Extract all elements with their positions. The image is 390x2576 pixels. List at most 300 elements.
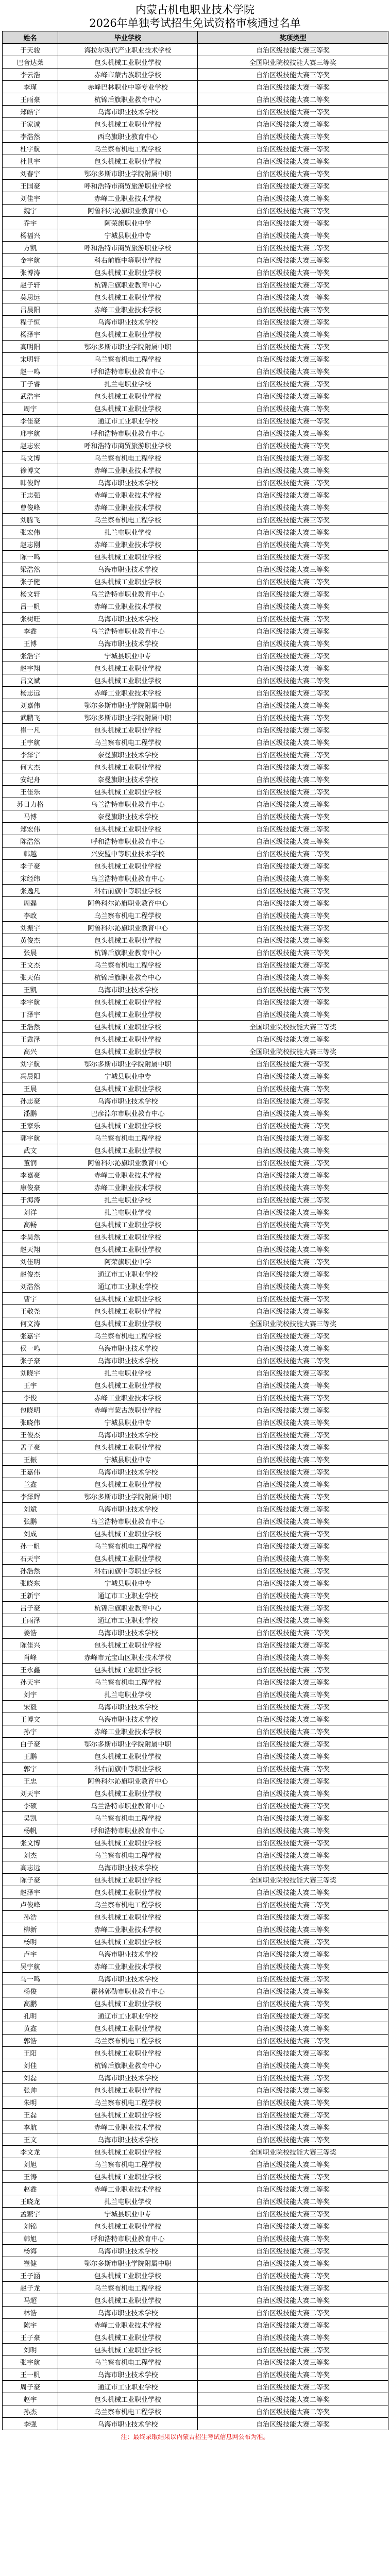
cell-school: 阿鲁科尔沁旗职业教育中心 <box>58 205 198 217</box>
cell-school: 乌兰察布机电工程学校 <box>58 1132 198 1144</box>
cell-award: 自治区级技能大赛二等奖 <box>198 1750 388 1762</box>
cell-school: 杭锦后旗职业教育中心 <box>58 946 198 959</box>
cell-award: 自治区级技能大赛二等奖 <box>198 2183 388 2195</box>
cell-award: 自治区级技能大赛二等奖 <box>198 2257 388 2269</box>
cell-name: 王博文 <box>3 1713 58 1725</box>
cell-name: 杨明 <box>3 1936 58 1948</box>
cell-award: 自治区级技能大赛三等奖 <box>198 1181 388 1194</box>
cell-award: 自治区级技能大赛三等奖 <box>198 390 388 402</box>
cell-award: 自治区级技能大赛二等奖 <box>198 526 388 538</box>
cell-school: 呼和浩特市商贸旅游职业学校 <box>58 439 198 452</box>
cell-award: 自治区级技能大赛二等奖 <box>198 1256 388 1268</box>
cell-name: 朱明 <box>3 2096 58 2109</box>
cell-school: 乌海市职业技术学校 <box>58 637 198 650</box>
cell-award: 自治区级技能大赛二等奖 <box>198 1082 388 1095</box>
cell-school: 包头机械工业职业学校 <box>58 291 198 303</box>
cell-award: 自治区级技能大赛二等奖 <box>198 724 388 736</box>
cell-award: 自治区级技能大赛二等奖 <box>198 699 388 711</box>
table-row <box>3 402 388 415</box>
cell-school: 赤峰工业职业技术学校 <box>58 1923 198 1936</box>
cell-award: 自治区级技能大赛二等奖 <box>198 316 388 328</box>
table-row <box>3 93 388 106</box>
cell-name: 赵子龙 <box>3 2282 58 2294</box>
cell-school: 通辽市工业职业学校 <box>58 2010 198 2022</box>
cell-name: 张宏伟 <box>3 526 58 538</box>
cell-name: 韩俊辉 <box>3 477 58 489</box>
cell-award: 自治区级技能大赛一等奖 <box>198 167 388 180</box>
table-row <box>3 2381 388 2393</box>
cell-name: 孔明 <box>3 2010 58 2022</box>
title-block <box>2 0 388 31</box>
cell-name: 刘明 <box>3 2344 58 2356</box>
cell-name: 刘腾飞 <box>3 514 58 526</box>
table-row <box>3 674 388 687</box>
cell-name: 高畅 <box>3 1218 58 1231</box>
cell-school: 包头机械工业职业学校 <box>58 2393 198 2405</box>
cell-award: 自治区级技能大赛三等奖 <box>198 1540 388 1552</box>
cell-award: 自治区级技能大赛二等奖 <box>198 1948 388 1960</box>
cell-award: 自治区级技能大赛三等奖 <box>198 44 388 56</box>
cell-name: 黄俊杰 <box>3 934 58 946</box>
cell-name: 何文涛 <box>3 1317 58 1330</box>
cell-school: 通辽市工业职业学校 <box>58 415 198 427</box>
table-row <box>3 1293 388 1305</box>
cell-school: 兴安盟中等职业技术学校 <box>58 848 198 860</box>
cell-name: 刘晓宇 <box>3 1367 58 1379</box>
cell-award: 自治区级技能大赛二等奖 <box>198 1614 388 1626</box>
cell-award: 自治区级技能大赛二等奖 <box>198 1701 388 1713</box>
cell-name: 张帅 <box>3 2084 58 2096</box>
cell-name: 马一鸣 <box>3 1973 58 1985</box>
cell-school: 乌兰察布机电工程学校 <box>58 1330 198 1342</box>
cell-name: 武浩宇 <box>3 390 58 402</box>
table-row <box>3 81 388 93</box>
cell-name: 高志远 <box>3 1861 58 1874</box>
table-row <box>3 464 388 477</box>
table-row <box>3 1614 388 1626</box>
cell-school: 包头机械工业职业学校 <box>58 1144 198 1157</box>
cell-name: 张树旺 <box>3 613 58 625</box>
table-row <box>3 2158 388 2171</box>
cell-award: 自治区级技能大赛三等奖 <box>198 1218 388 1231</box>
cell-school: 杭锦后旗职业教育中心 <box>58 971 198 984</box>
cell-school: 科右前旗中等职业学校 <box>58 885 198 897</box>
cell-name: 郭宇 <box>3 1762 58 1775</box>
cell-award: 自治区级技能大赛二等奖 <box>198 452 388 464</box>
cell-award: 自治区级技能大赛三等奖 <box>198 798 388 810</box>
table-row <box>3 266 388 279</box>
cell-school: 乌兰浩特市职业教育中心 <box>58 1800 198 1812</box>
table-row <box>3 1392 388 1404</box>
table-row <box>3 835 388 848</box>
footer-note: 注：最终录取结果以内蒙古招生考试信息网公布为准。 <box>121 2433 269 2441</box>
cell-award: 自治区级技能大赛二等奖 <box>198 1404 388 1416</box>
table-row <box>3 2257 388 2269</box>
table-row <box>3 2047 388 2059</box>
table-row <box>3 316 388 328</box>
cell-award: 自治区级技能大赛二等奖 <box>198 2133 388 2146</box>
cell-school: 乌海市职业技术学校 <box>58 1973 198 1985</box>
cell-award: 自治区级技能大赛二等奖 <box>198 1787 388 1800</box>
cell-name: 苏日力格 <box>3 798 58 810</box>
table-row <box>3 1540 388 1552</box>
table-row <box>3 514 388 526</box>
table-row <box>3 1033 388 1045</box>
table-row <box>3 650 388 662</box>
cell-name: 吕一帆 <box>3 600 58 613</box>
cell-name: 李云浩 <box>3 69 58 81</box>
cell-award: 自治区级技能大赛二等奖 <box>198 93 388 106</box>
cell-name: 乔宇 <box>3 217 58 229</box>
cell-name: 王博 <box>3 637 58 650</box>
table-row <box>3 1317 388 1330</box>
cell-award: 自治区级技能大赛三等奖 <box>198 984 388 996</box>
cell-award: 自治区级技能大赛二等奖 <box>198 1169 388 1181</box>
table-row <box>3 1354 388 1367</box>
cell-name: 刘锦 <box>3 2220 58 2232</box>
table-row <box>3 2294 388 2307</box>
cell-name: 吕晨阳 <box>3 303 58 316</box>
cell-name: 赵泽宇 <box>3 1886 58 1899</box>
cell-school: 呼和浩特市职业教育中心 <box>58 365 198 378</box>
table-row <box>3 1626 388 1639</box>
cell-name: 李强 <box>3 2418 58 2430</box>
cell-school: 通辽市工业职业学校 <box>58 1614 198 1626</box>
table-row <box>3 1231 388 1243</box>
cell-award: 自治区级技能大赛三等奖 <box>198 2121 388 2133</box>
cell-school: 包头机械工业职业学校 <box>58 996 198 1008</box>
cell-school: 乌海市职业技术学校 <box>58 613 198 625</box>
cell-name: 李佳豪 <box>3 415 58 427</box>
table-row <box>3 1342 388 1354</box>
cell-award: 自治区级技能大赛一等奖 <box>198 106 388 118</box>
cell-name: 刘振宇 <box>3 922 58 934</box>
cell-school: 包头机械工业职业学校 <box>58 1045 198 1058</box>
cell-award: 自治区级技能大赛三等奖 <box>198 514 388 526</box>
cell-award: 自治区级技能大赛二等奖 <box>198 1478 388 1490</box>
cell-award: 自治区级技能大赛三等奖 <box>198 1416 388 1429</box>
table-row <box>3 2146 388 2158</box>
table-row <box>3 1453 388 1466</box>
cell-name: 李瑾 <box>3 81 58 93</box>
table-row <box>3 1812 388 1824</box>
cell-name: 卢宇 <box>3 1948 58 1960</box>
table-row <box>3 551 388 563</box>
table-row <box>3 143 388 155</box>
cell-school: 赤峰工业职业技术学校 <box>58 2319 198 2331</box>
cell-name: 董润 <box>3 1157 58 1169</box>
table-row <box>3 1305 388 1317</box>
cell-award: 自治区级技能大赛二等奖 <box>198 897 388 909</box>
cell-school: 乌海市职业技术学校 <box>58 1948 198 1960</box>
table-row <box>3 2307 388 2319</box>
cell-school: 扎兰屯职业学校 <box>58 1688 198 1701</box>
cell-name: 于家诚 <box>3 118 58 130</box>
cell-award: 自治区级技能大赛二等奖 <box>198 575 388 588</box>
cell-award: 自治区级技能大赛三等奖 <box>198 130 388 143</box>
cell-school: 乌兰浩特市职业教育中心 <box>58 1515 198 1528</box>
cell-school: 赤峰市蒙古族职业学校 <box>58 69 198 81</box>
cell-school: 鄂尔多斯市职业学院附属中职 <box>58 167 198 180</box>
table-row <box>3 1997 388 2010</box>
cell-school: 乌海市职业技术学校 <box>58 477 198 489</box>
cell-award: 自治区级技能大赛二等奖 <box>198 328 388 341</box>
table-row <box>3 1503 388 1515</box>
cell-award: 自治区级技能大赛三等奖 <box>198 2047 388 2059</box>
table-row <box>3 2096 388 2109</box>
table-row <box>3 1478 388 1490</box>
table-row <box>3 1021 388 1033</box>
cell-school: 杭锦后旗职业教育中心 <box>58 93 198 106</box>
cell-school: 乌兰浩特市职业教育中心 <box>58 798 198 810</box>
cell-award: 自治区级技能大赛二等奖 <box>198 848 388 860</box>
cell-name: 王振 <box>3 1453 58 1466</box>
table-row <box>3 69 388 81</box>
cell-school: 包头机械工业职业学校 <box>58 1664 198 1676</box>
cell-name: 何大杰 <box>3 761 58 773</box>
table-row <box>3 2010 388 2022</box>
cell-name: 张晨 <box>3 946 58 959</box>
cell-name: 安纪舟 <box>3 773 58 786</box>
cell-school: 宁城县职业中专 <box>58 1577 198 1589</box>
cell-school: 乌兰察布机电工程学校 <box>58 2356 198 2368</box>
cell-school: 阿鲁科尔沁旗职业教育中心 <box>58 922 198 934</box>
cell-school: 乌海市职业技术学校 <box>58 2418 198 2430</box>
cell-award: 自治区级技能大赛二等奖 <box>198 2294 388 2307</box>
cell-name: 刘佳明 <box>3 1256 58 1268</box>
table-row <box>3 415 388 427</box>
cell-school: 包头机械工业职业学校 <box>58 786 198 798</box>
cell-award: 自治区级技能大赛二等奖 <box>198 1490 388 1503</box>
cell-school: 乌兰察布机电工程学校 <box>58 1899 198 1911</box>
table-row <box>3 526 388 538</box>
cell-award: 自治区级技能大赛二等奖 <box>198 1231 388 1243</box>
cell-name: 武文 <box>3 1144 58 1157</box>
cell-name: 丁泽宇 <box>3 1008 58 1021</box>
cell-name: 崔一凡 <box>3 724 58 736</box>
table-row <box>3 724 388 736</box>
cell-award: 自治区级技能大赛三等奖 <box>198 254 388 266</box>
cell-name: 梁浩然 <box>3 563 58 575</box>
cell-name: 王雨豪 <box>3 93 58 106</box>
cell-award: 自治区级技能大赛三等奖 <box>198 69 388 81</box>
table-row <box>3 1849 388 1861</box>
table-row <box>3 130 388 143</box>
cell-award: 自治区级技能大赛二等奖 <box>198 674 388 687</box>
cell-award: 自治区级技能大赛二等奖 <box>198 736 388 749</box>
table-row <box>3 1058 388 1070</box>
cell-name: 崔健 <box>3 2257 58 2269</box>
table-row <box>3 2245 388 2257</box>
table-row <box>3 1899 388 1911</box>
cell-school: 杭锦后旗职业教育中心 <box>58 1602 198 1614</box>
cell-name: 郭宇航 <box>3 1132 58 1144</box>
cell-school: 赤峰工业职业技术学校 <box>58 2183 198 2195</box>
cell-name: 孙宇 <box>3 1725 58 1738</box>
table-row <box>3 1725 388 1738</box>
cell-name: 郑宏伟 <box>3 823 58 835</box>
cell-name: 赵子轩 <box>3 279 58 291</box>
cell-name: 张文博 <box>3 1837 58 1849</box>
cell-award: 自治区级技能大赛三等奖 <box>198 1985 388 1997</box>
table-row <box>3 427 388 439</box>
cell-school: 扎兰屯职业学校 <box>58 526 198 538</box>
cell-school: 巴彦淖尔市职业教育中心 <box>58 1107 198 1120</box>
cell-name: 侯一鸣 <box>3 1342 58 1354</box>
cell-award: 自治区级技能大赛三等奖 <box>198 1688 388 1701</box>
cell-name: 李硕 <box>3 1800 58 1812</box>
roster-table <box>2 31 388 2430</box>
cell-name: 杨帆 <box>3 1824 58 1837</box>
cell-school: 包头机械工业职业学校 <box>58 1911 198 1923</box>
cell-school: 包头机械工业职业学校 <box>58 2146 198 2158</box>
cell-school: 包头机械工业职业学校 <box>58 1750 198 1762</box>
cell-school: 赤峰工业职业技术学校 <box>58 2121 198 2133</box>
cell-award: 自治区级技能大赛二等奖 <box>198 1577 388 1589</box>
cell-award: 自治区级技能大赛二等奖 <box>198 2035 388 2047</box>
cell-school: 赤峰工业职业技术学校 <box>58 489 198 501</box>
cell-name: 于天骏 <box>3 44 58 56</box>
cell-name: 于海涛 <box>3 1194 58 1206</box>
table-header-row <box>3 31 388 44</box>
cell-school: 包头机械工业职业学校 <box>58 2109 198 2121</box>
cell-name: 潘鹏 <box>3 1107 58 1120</box>
cell-name: 杨志远 <box>3 687 58 699</box>
cell-name: 李昊然 <box>3 1231 58 1243</box>
cell-award: 全国职业院校技能大赛三等奖 <box>198 2146 388 2158</box>
cell-school: 科右前旗中等职业学校 <box>58 1762 198 1775</box>
cell-school: 包头机械工业职业学校 <box>58 1874 198 1886</box>
cell-award: 自治区级技能大赛二等奖 <box>198 1664 388 1676</box>
cell-school: 阿鲁科尔沁旗职业教育中心 <box>58 1775 198 1787</box>
cell-name: 杨俊 <box>3 1985 58 1997</box>
cell-award: 自治区级技能大赛一等奖 <box>198 1379 388 1392</box>
cell-name: 王家乐 <box>3 1120 58 1132</box>
cell-award: 自治区级技能大赛二等奖 <box>198 2319 388 2331</box>
table-row <box>3 353 388 365</box>
cell-school: 乌海市职业技术学校 <box>58 2133 198 2146</box>
cell-award: 自治区级技能大赛三等奖 <box>198 439 388 452</box>
cell-award: 自治区级技能大赛二等奖 <box>198 1330 388 1342</box>
cell-award: 自治区级技能大赛一等奖 <box>198 1293 388 1305</box>
cell-school: 包头机械工业职业学校 <box>58 1787 198 1800</box>
cell-school: 包头机械工业职业学校 <box>58 1997 198 2010</box>
table-row <box>3 2171 388 2183</box>
cell-name: 王鹏 <box>3 1750 58 1762</box>
cell-school: 乌兰察布机电工程学校 <box>58 353 198 365</box>
table-row <box>3 946 388 959</box>
cell-name: 刘佳宇 <box>3 192 58 205</box>
table-row <box>3 885 388 897</box>
cell-award: 全国职业院校技能大赛三等奖 <box>198 1021 388 1033</box>
cell-name: 王文 <box>3 2133 58 2146</box>
cell-award: 自治区级技能大赛二等奖 <box>198 1738 388 1750</box>
cell-award: 自治区级技能大赛二等奖 <box>198 1503 388 1515</box>
table-row <box>3 1824 388 1837</box>
cell-award: 自治区级技能大赛二等奖 <box>198 1132 388 1144</box>
cell-school: 包头机械工业职业学校 <box>58 674 198 687</box>
table-row <box>3 625 388 637</box>
cell-school: 包头机械工业职业学校 <box>58 390 198 402</box>
table-row <box>3 1589 388 1602</box>
cell-award: 自治区级技能大赛二等奖 <box>198 1565 388 1577</box>
cell-name: 王磊 <box>3 2109 58 2121</box>
cell-name: 吴凯 <box>3 1812 58 1824</box>
cell-award: 自治区级技能大赛三等奖 <box>198 1392 388 1404</box>
cell-award: 自治区级技能大赛三等奖 <box>198 303 388 316</box>
cell-school: 科右前旗中等职业学校 <box>58 1565 198 1577</box>
cell-name: 康俊豪 <box>3 1181 58 1194</box>
cell-award: 自治区级技能大赛三等奖 <box>198 1861 388 1874</box>
cell-award: 自治区级技能大赛二等奖 <box>198 2307 388 2319</box>
cell-school: 呼和浩特市职业教育中心 <box>58 427 198 439</box>
cell-school: 乌海市职业技术学校 <box>58 1701 198 1713</box>
table-row <box>3 1144 388 1157</box>
cell-name: 李鑫 <box>3 625 58 637</box>
cell-award: 自治区级技能大赛二等奖 <box>198 600 388 613</box>
cell-name: 孙浩 <box>3 1911 58 1923</box>
cell-award: 自治区级技能大赛二等奖 <box>198 1973 388 1985</box>
cell-award: 自治区级技能大赛一等奖 <box>198 229 388 242</box>
cell-name: 黄鑫 <box>3 2022 58 2035</box>
table-row <box>3 2035 388 2047</box>
table-row <box>3 180 388 192</box>
cell-name: 宋毅 <box>3 1701 58 1713</box>
cell-school: 包头机械工业职业学校 <box>58 266 198 279</box>
header-award: 奖项类型 <box>198 31 388 44</box>
cell-school: 扎兰屯职业学校 <box>58 2195 198 2208</box>
cell-school: 包头机械工业职业学校 <box>58 1293 198 1305</box>
cell-award: 自治区级技能大赛二等奖 <box>198 118 388 130</box>
table-row <box>3 810 388 823</box>
cell-award: 自治区级技能大赛三等奖 <box>198 625 388 637</box>
cell-school: 宁城县职业中专 <box>58 650 198 662</box>
table-row <box>3 1243 388 1256</box>
table-row <box>3 971 388 984</box>
cell-school: 乌海市职业技术学校 <box>58 1503 198 1515</box>
cell-award: 自治区级技能大赛二等奖 <box>198 1194 388 1206</box>
cell-name: 孟子豪 <box>3 1441 58 1453</box>
cell-name: 王晓龙 <box>3 2195 58 2208</box>
cell-name: 张子豪 <box>3 1354 58 1367</box>
cell-name: 周宇 <box>3 402 58 415</box>
cell-award: 自治区级技能大赛二等奖 <box>198 464 388 477</box>
cell-school: 奈曼旗职业技术学校 <box>58 749 198 761</box>
cell-award: 自治区级技能大赛二等奖 <box>198 2393 388 2405</box>
cell-award: 自治区级技能大赛二等奖 <box>198 341 388 353</box>
cell-name: 张逸凡 <box>3 885 58 897</box>
cell-award: 自治区级技能大赛二等奖 <box>198 477 388 489</box>
cell-award: 自治区级技能大赛三等奖 <box>198 205 388 217</box>
cell-school: 乌海市职业技术学校 <box>58 1342 198 1354</box>
cell-school: 乌海市职业技术学校 <box>58 1429 198 1441</box>
cell-school: 乌兰察布机电工程学校 <box>58 2282 198 2294</box>
table-row <box>3 489 388 501</box>
cell-school: 包头机械工业职业学校 <box>58 1552 198 1565</box>
cell-award: 自治区级技能大赛二等奖 <box>198 1602 388 1614</box>
cell-school: 包头机械工业职业学校 <box>58 1082 198 1095</box>
table-row <box>3 687 388 699</box>
cell-award: 自治区级技能大赛三等奖 <box>198 909 388 922</box>
cell-name: 武鹏飞 <box>3 711 58 724</box>
cell-school: 杭锦后旗职业教育中心 <box>58 279 198 291</box>
cell-award: 自治区级技能大赛二等奖 <box>198 2109 388 2121</box>
cell-name: 徐博文 <box>3 464 58 477</box>
cell-award: 自治区级技能大赛二等奖 <box>198 637 388 650</box>
cell-name: 刘春宇 <box>3 167 58 180</box>
cell-school: 乌兰察布机电工程学校 <box>58 2158 198 2171</box>
cell-name: 张宇航 <box>3 2356 58 2368</box>
